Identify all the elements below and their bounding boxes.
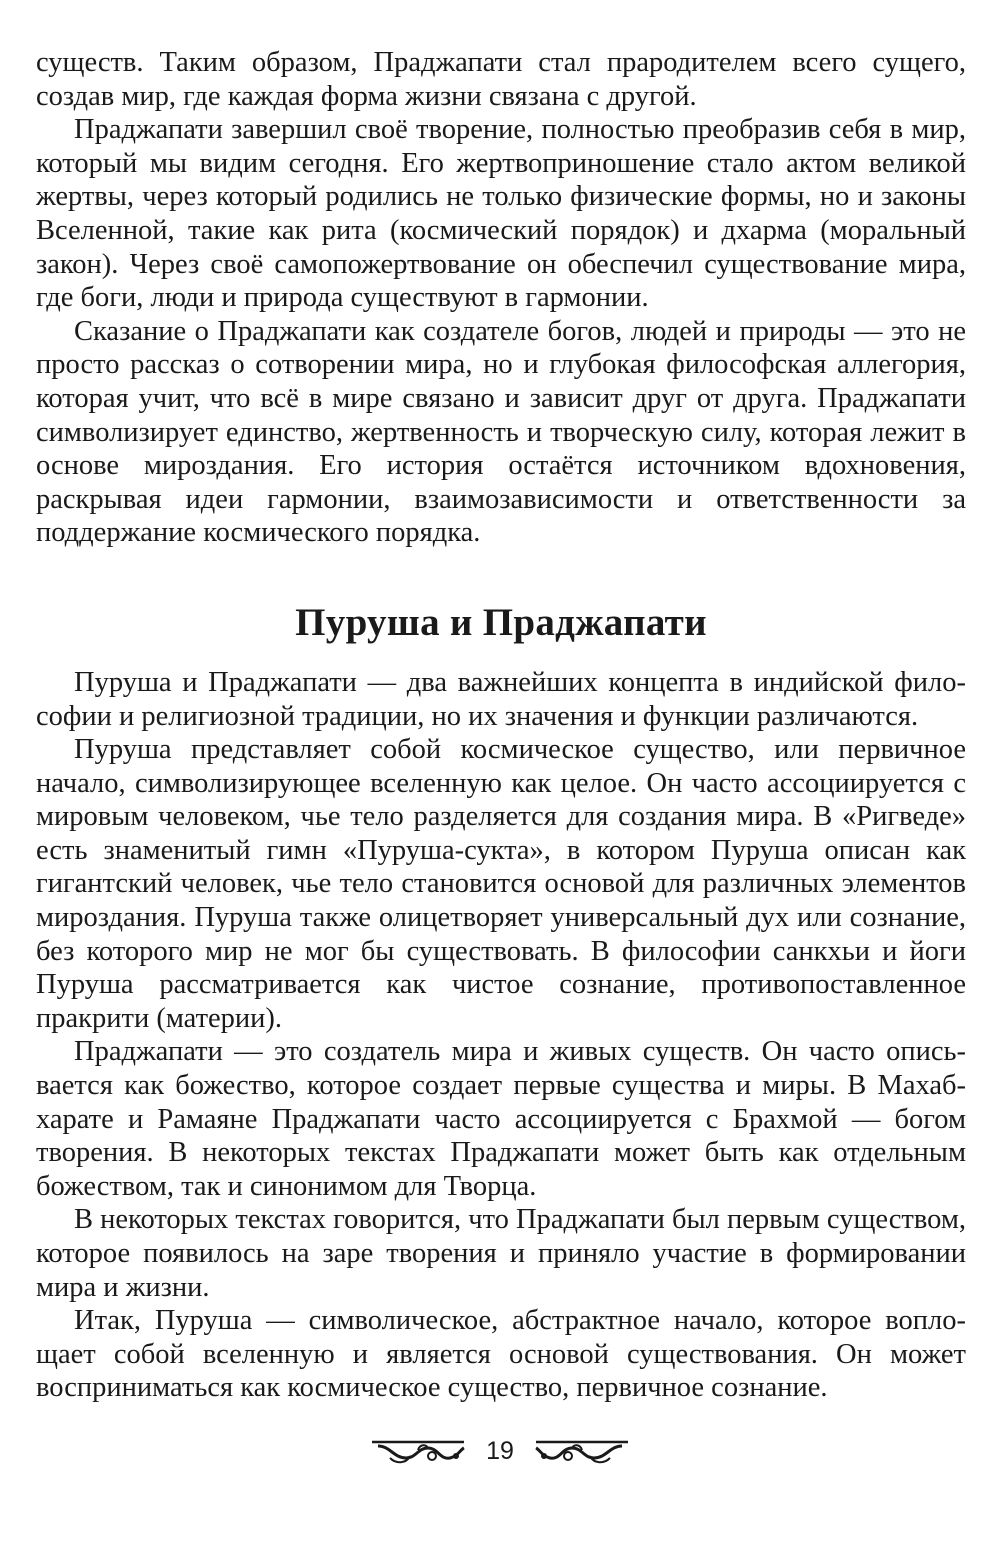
paragraph: Пуруша представляет собой космическое существо, или первичное начало, символизирующее вселенную как целое. Он часто ассоциируется с мировым человеком, чье тело разделяется для создания мира. В «Ригведе» есть знаменитый гимн «Пуруша-сукта», в котором Пуруша описан как гигантский человек, чье тело становится основой для различных элементов мироздания. Пуруша также олицетворяет универсальный дух или сознание, без которого мир не мог бы существовать. В философии санкхьи и йоги Пуруша рассматривается как чистое сознание, противопоставленное пракрити (материи).	[36, 734, 966, 1034]
paragraph: Пуруша и Праджапати — два важнейших концепта в индийской философии и религиозной традиции, но их значения и функции различаются.	[36, 666, 966, 732]
paragraph: Сказание о Праджапати как создателе богов, людей и природы — это не просто рассказ о сотворении мира, но и глубокая философская аллегория, которая учит, что всё в мире связано и зависит друг от друга. Праджапати символизирует единство, жертвенность и творческую силу, которая лежит в основе мироздания. Его история остаётся источником вдохновения, раскрывая идеи гармонии, взаимозависимости и ответственности за поддержание космического порядка.	[36, 315, 966, 549]
page-number: 19	[486, 1436, 514, 1465]
paragraph: Итак, Пуруша — символическое, абстрактное начало, которое воплощает собой вселенную и является основой существования. Он может восприниматься как космическое существо, первичное сознание.	[36, 1305, 966, 1404]
paragraph: В некоторых текстах говорится, что Праджапати был первым существом, которое появилось на заре творения и приняло участие в формировании мира и жизни.	[36, 1204, 966, 1303]
section-title: Пуруша и Праджапати	[295, 600, 707, 644]
ornament-flourish-icon	[534, 1436, 630, 1466]
page-body	[36, 46, 966, 1405]
page-footer	[0, 1426, 1000, 1476]
paragraph: Праджапати — это создатель мира и живых существ. Он часто описьвается как божество, которое создает первые существа и миры. В Махабхарате и Рамаяне Праджапати часто ассоциируется с Брахмой — богом творения. В некоторых текстах Праджапати может быть как отдельным божеством, так и синонимом для Творца.	[36, 1036, 966, 1202]
paragraph-continued: существ. Таким образом, Праджапати стал прародителем всего сущего, создав мир, где каждая форма жизни связана с другой.	[36, 47, 966, 112]
paragraph: Праджапати завершил своё творение, полностью преобразив себя в мир, который мы видим сегодня. Его жертвоприношение стало актом великой жертвы, через который родились не только физические формы, но и законы Вселенной, такие как рита (космический порядок) и дхарма (моральный закон). Через своё самопожертвование он обеспечил существование мира, где боги, люди и природа существуют в гармонии.	[36, 114, 966, 314]
ornament-flourish-icon	[370, 1436, 466, 1466]
